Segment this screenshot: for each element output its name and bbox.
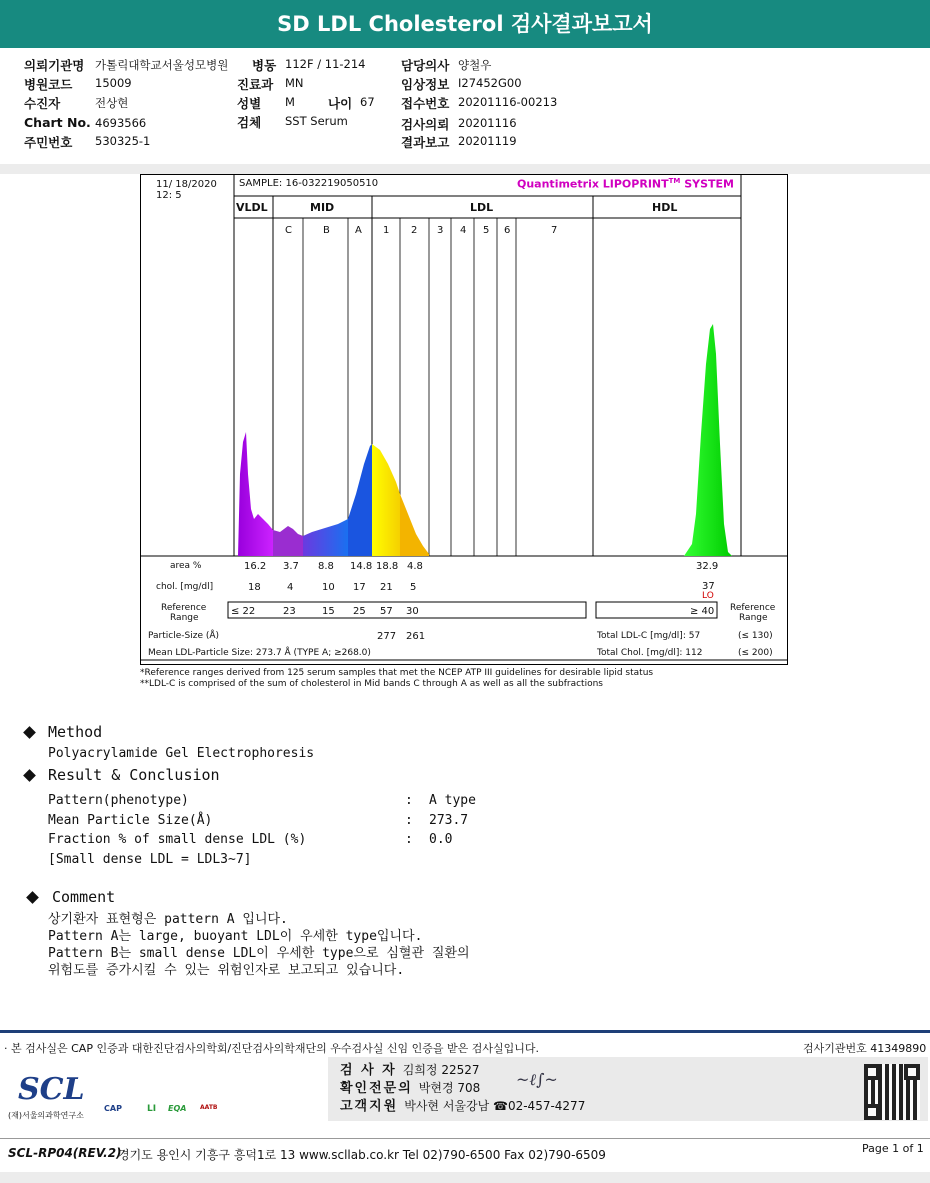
total-ldl-ref: (≤ 130): [738, 631, 773, 641]
comment-line-1: 상기환자 표현형은 pattern A 입니다.: [48, 912, 288, 927]
comment-heading: Comment: [52, 888, 116, 906]
value-ward: 112F / 11-214: [285, 57, 366, 71]
sub-label-5: 5: [483, 225, 490, 236]
label-institution: 의뢰기관명: [24, 58, 85, 73]
area-c: 3.7: [283, 561, 299, 572]
signer-tester: 검 사 자 김희정 22527: [340, 1063, 480, 1078]
footer-divider: [0, 1138, 930, 1139]
footer-org-no: 검사기관번호 41349890: [803, 1042, 927, 1055]
sub-label-2: 2: [411, 225, 418, 236]
value-accession-no: 20201116-00213: [458, 95, 558, 109]
signer-doctor: 확인전문의 박현경 708: [340, 1081, 481, 1096]
comment-line-3: Pattern B는 small dense LDL이 우세한 type으로 심혈관 질환의: [48, 946, 470, 961]
value-resident-no: 530325-1: [95, 134, 151, 148]
scl-logo: SCL: [18, 1072, 85, 1107]
result-sep: :: [405, 793, 413, 808]
ref-b: 15: [322, 606, 335, 617]
chol-c: 4: [287, 582, 294, 593]
bottom-band: [0, 1172, 930, 1183]
label-sex: 성별: [237, 96, 262, 111]
chol-ldl1: 21: [380, 582, 393, 593]
chol-hdl: 37: [702, 581, 715, 592]
sub-label-4: 4: [460, 225, 467, 236]
aatb-logo: AATB: [200, 1104, 218, 1111]
group-label-mid: MID: [310, 201, 335, 214]
figure-frame: [141, 175, 788, 665]
comment-line-2: Pattern A는 large, buoyant LDL이 우세한 type입니다.: [48, 929, 423, 944]
label-doctor: 담당의사: [401, 58, 450, 73]
area-vldl: 16.2: [244, 561, 267, 572]
label-patient-name: 수진자: [24, 96, 61, 111]
total-chol-ref: (≤ 200): [738, 648, 773, 658]
value-institution: 가톨릭대학교서울성모병원: [95, 58, 229, 72]
particle-ldl2: 261: [406, 631, 426, 642]
chol-b: 10: [322, 582, 335, 593]
mean-ldl-size: Mean LDL-Particle Size: 273.7 Å (TYPE A; ≥268.0): [148, 648, 371, 658]
form-no: SCL-RP04(REV.2): [8, 1146, 122, 1160]
label-report-date: 결과보고: [401, 135, 450, 150]
area-hdl: 32.9: [696, 561, 719, 572]
result-note: [Small dense LDL = LDL3~7]: [48, 852, 252, 867]
sub-label-a: A: [355, 225, 362, 236]
footer-cert: · 본 검사실은 CAP 인증과 대한진단검사의학회/진단검사의학재단의 우수검사실 신임 인증을 받은 검사실입니다.: [4, 1042, 540, 1055]
value-age: 67: [360, 95, 375, 109]
figure-sample: SAMPLE: 16-032219050510: [239, 178, 379, 189]
qr-code-icon: [864, 1064, 920, 1120]
area-a: 14.8: [350, 561, 373, 572]
sub-label-3: 3: [437, 225, 444, 236]
ref-vldl: ≤ 22: [231, 606, 256, 617]
result-value-pattern: A type: [429, 793, 476, 808]
value-patient-name: 전상현: [95, 96, 129, 110]
ref-left-label-2: Range: [170, 613, 199, 623]
label-specimen: 검체: [237, 115, 262, 130]
label-resident-no: 주민번호: [24, 135, 73, 150]
lipoprint-figure: [140, 174, 788, 666]
sub-label-7: 7: [551, 225, 558, 236]
label-ward: 병동: [252, 58, 277, 73]
figure-note-2: **LDL-C is comprised of the sum of cholesterol in Mid bands C through A as well as all the subfractions: [140, 679, 603, 689]
page-number: Page 1 of 1: [862, 1142, 924, 1155]
bullet-icon: [23, 726, 36, 739]
value-department: MN: [285, 76, 304, 90]
ref-a: 25: [353, 606, 366, 617]
result-heading: Result & Conclusion: [48, 766, 220, 784]
ref-c: 23: [283, 606, 296, 617]
row-label-particle: Particle-Size (Å): [148, 631, 220, 641]
lipoprint-chart: [140, 174, 788, 666]
separator-band: [0, 164, 930, 174]
signer-support: 고객지원 박사현 서울강남 ☎02-457-4277: [340, 1099, 586, 1114]
ref-ldl2: 30: [406, 606, 419, 617]
chol-a: 17: [353, 582, 366, 593]
group-label-hdl: HDL: [652, 201, 678, 214]
result-label-pattern: Pattern(phenotype): [48, 793, 189, 808]
ref-hdl: ≥ 40: [690, 606, 715, 617]
footer-rule: [0, 1030, 930, 1033]
result-value-fraction: 0.0: [429, 832, 453, 847]
result-value-size: 273.7: [429, 813, 469, 828]
area-ldl2: 4.8: [407, 561, 423, 572]
label-department: 진료과: [237, 77, 274, 92]
signature-image: ~ℓ∫~: [516, 1070, 558, 1089]
ref-left-label-1: Reference: [161, 603, 207, 613]
scl-logo-sub: (재)서울의과학연구소: [8, 1111, 84, 1120]
method-heading: Method: [48, 723, 103, 741]
label-chart-no: Chart No.: [24, 115, 91, 130]
result-label-size: Mean Particle Size(Å): [48, 813, 213, 828]
value-sex: M: [285, 95, 295, 109]
ref-right-label-1: Reference: [730, 603, 776, 613]
label-request-date: 검사의뢰: [401, 117, 450, 132]
value-doctor: 양철우: [458, 58, 492, 72]
figure-date: 11/ 18/2020: [156, 179, 217, 190]
sub-label-1: 1: [383, 225, 390, 236]
result-sep: :: [405, 832, 413, 847]
chol-vldl: 18: [248, 582, 261, 593]
result-label-fraction: Fraction % of small dense LDL (%): [48, 832, 307, 847]
group-label-vldl: VLDL: [236, 201, 268, 214]
sub-label-c: C: [285, 225, 292, 236]
eqa-logo: EQA: [168, 1104, 187, 1113]
bullet-icon: [26, 891, 39, 904]
figure-note-1: *Reference ranges derived from 125 serum samples that met the NCEP ATP III guidelines for desirable lipid status: [140, 668, 654, 678]
method-text: Polyacrylamide Gel Electrophoresis: [48, 746, 315, 761]
lo-flag: LO: [702, 591, 714, 601]
sub-label-b: B: [323, 225, 330, 236]
report-title: SD LDL Cholesterol 검사결과보고서: [0, 0, 930, 48]
area-ldl1: 18.8: [376, 561, 399, 572]
label-clinical-info: 임상정보: [401, 77, 450, 92]
cap-logo: CAP: [104, 1104, 122, 1113]
comment-line-4: 위험도를 증가시킬 수 있는 위험인자로 보고되고 있습니다.: [48, 963, 405, 978]
label-hospital-code: 병원코드: [24, 77, 73, 92]
particle-ldl1: 277: [377, 631, 397, 642]
sub-label-6: 6: [504, 225, 511, 236]
footer-address: 경기도 용인시 기흥구 흥덕1로 13 www.scllab.co.kr Tel 02)790-6500 Fax 02)790-6509: [118, 1148, 606, 1162]
row-label-area: area %: [170, 561, 202, 571]
ref-right-label-2: Range: [739, 613, 768, 623]
group-label-ldl: LDL: [470, 201, 494, 214]
ref-ldl1: 57: [380, 606, 393, 617]
chol-ldl2: 5: [410, 582, 417, 593]
value-report-date: 20201119: [458, 134, 517, 148]
value-hospital-code: 15009: [95, 76, 132, 90]
area-b: 8.8: [318, 561, 334, 572]
value-specimen: SST Serum: [285, 114, 348, 128]
row-label-chol: chol. [mg/dl]: [156, 582, 214, 592]
figure-brand: Quantimetrix LIPOPRINT™ SYSTEM: [517, 177, 734, 191]
figure-time: 12: 5: [156, 190, 182, 201]
li-logo: LI: [147, 1104, 157, 1114]
total-ldl: Total LDL-C [mg/dl]: 57: [597, 631, 701, 641]
result-sep: :: [405, 813, 413, 828]
bullet-icon: [23, 769, 36, 782]
value-request-date: 20201116: [458, 116, 517, 130]
value-clinical-info: I27452G00: [458, 76, 522, 90]
total-chol: Total Chol. [mg/dl]: 112: [597, 648, 703, 658]
label-age: 나이: [328, 96, 353, 111]
value-chart-no: 4693566: [95, 116, 147, 130]
label-accession-no: 접수번호: [401, 96, 450, 111]
